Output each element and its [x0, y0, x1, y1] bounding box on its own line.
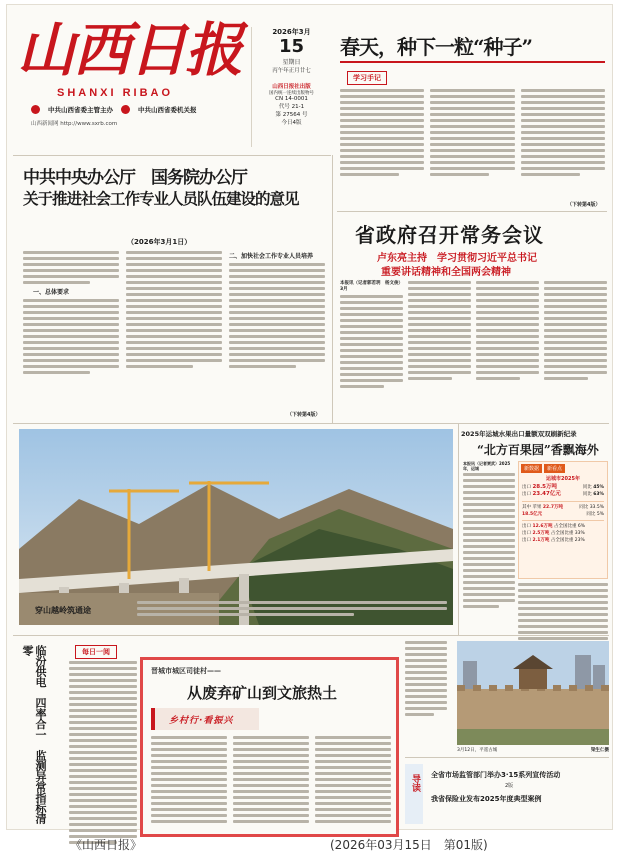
ancient-city-caption	[457, 747, 609, 753]
share-b: 占全国比重 33%	[550, 531, 585, 536]
lead-kicker: 中共中央办公厅 国务院办公厅	[23, 168, 247, 188]
fruit-body-left	[463, 461, 515, 611]
daily-read-tag: 每日一阅	[75, 645, 117, 659]
footer-date: (2026年03月15日 第01版)	[330, 838, 488, 852]
export-item-c: 2.1万吨	[532, 538, 550, 543]
export-label: 出口	[522, 492, 531, 497]
party-emblem-icon	[121, 105, 130, 114]
ancient-caption-text: 3月12日，平遥古城	[457, 748, 498, 753]
construction-caption-text	[137, 601, 447, 619]
date-day: 15	[278, 36, 305, 57]
weekday: 星期日	[282, 59, 301, 66]
infographic-tag-new-data: 新数据	[521, 464, 542, 473]
masthead-title: 山西日报	[17, 16, 242, 84]
website[interactable]: 山西新闻网 http://www.sxrb.com	[31, 121, 118, 127]
guide-box	[405, 757, 609, 829]
date-line: 2026年3月	[272, 28, 311, 36]
export-label: 出口	[522, 485, 531, 490]
lead-endmark: （下转第4版）	[287, 412, 321, 418]
fruit-infographic	[518, 461, 608, 579]
sponsor-left: 中共山西省委主管主办	[48, 106, 113, 114]
row2-label: 出口	[522, 531, 531, 536]
fruit-title: “北方百果园”香飘海外	[477, 443, 599, 457]
newspaper-page	[6, 4, 613, 830]
infographic-tag-highlights: 新看点	[544, 464, 565, 473]
apple-value: 18.5亿元	[522, 512, 543, 517]
export-item-a: 12.6万吨	[532, 524, 553, 529]
feature-article[interactable]	[140, 657, 399, 837]
lead-title: 关于推进社会工作专业人员队伍建设的意见	[23, 189, 299, 208]
apple-volume-growth: 同比 33.5%	[579, 505, 604, 510]
construction-photo	[19, 429, 453, 625]
guide-item-1-text: 全省市场监管部门举办3·15系列宣传活动	[431, 771, 561, 779]
meeting-body	[340, 281, 607, 413]
meeting-subtitle-1: 卢东亮主持 学习贯彻习近平总书记	[377, 253, 537, 264]
feature-banner	[151, 708, 259, 730]
growth-label: 同比	[582, 492, 592, 497]
infographic-divider	[522, 501, 604, 502]
guide-label: 导读	[410, 774, 420, 792]
fruit-kicker: 2025年运城水果出口量额双双刷新纪录	[461, 430, 577, 438]
growth-value: 63%	[593, 492, 604, 497]
lead-body	[23, 251, 325, 409]
page-count: 今日4版	[281, 120, 302, 126]
lunar-date: 丙午年正月廿七	[272, 68, 311, 74]
row2-label: 出口	[522, 538, 531, 543]
footer-bracket-left: 《	[70, 838, 83, 852]
lead-date: （2026年3月1日）	[127, 238, 192, 246]
feature-body	[151, 736, 391, 826]
party-emblem-icon	[31, 105, 40, 114]
spring-body	[340, 89, 605, 199]
apple-value-growth: 同比 5%	[586, 512, 604, 517]
feature-title: 从废弃矿山到文旅热土	[187, 684, 338, 702]
footer-brand	[70, 836, 142, 853]
ancient-caption-credit: 梁生仁摄	[591, 748, 609, 753]
growth-label: 同比	[582, 485, 592, 490]
feature-kicker: 晋城市城区司徒村——	[151, 667, 221, 675]
row2-label: 出口	[522, 524, 531, 529]
infographic-divider	[522, 520, 604, 521]
feature-banner-text: 乡村行·看振兴	[169, 716, 234, 726]
sponsor-right: 中共山西省委机关报	[138, 106, 197, 114]
blurb-title: 临汾供电 四率合一 监测异常指标清零	[21, 645, 47, 824]
cn-label: 国内统一连续出版物号	[269, 91, 314, 96]
publisher: 山西日报社出版	[272, 84, 311, 90]
section-heading-1: 一、总体要求	[33, 289, 70, 296]
meeting-subtitle-2: 重要讲话精神和全国两会精神	[381, 267, 511, 278]
meeting-title: 省政府召开常务会议	[355, 223, 544, 247]
section-heading-2: 二、加快社会工作专业人员培养	[229, 253, 314, 260]
export-volume: 28.5万吨	[532, 484, 558, 490]
footer-paper-name: 山西日报	[82, 838, 131, 852]
growth-volume: 45%	[593, 485, 604, 490]
guide-item-2-text: 我省保险业发布2025年度典型案例	[431, 795, 542, 803]
share-a: 占全国比重 6%	[553, 524, 586, 529]
footer-bracket-right: 》	[130, 838, 143, 852]
cn-code: CN 14-0001	[275, 96, 308, 102]
apple-name: 苹果	[532, 505, 542, 510]
construction-caption-title: 穿山越岭筑通途	[35, 606, 91, 615]
feature-right-body	[405, 641, 447, 719]
issue-number: 第 27564 号	[275, 112, 308, 118]
infographic-year: 运城市2025年	[546, 476, 580, 482]
guide-label-block	[405, 764, 423, 824]
ancient-city-photo	[457, 641, 609, 745]
spring-headline: 春天，种下一粒“种子”	[340, 35, 533, 59]
blurb-body	[69, 661, 137, 847]
guide-item-1-page: 2版	[505, 783, 514, 789]
apple-volume: 22.7万吨	[542, 505, 563, 510]
study-notes-tag: 学习手记	[347, 71, 387, 85]
guide-item-1[interactable]	[431, 770, 607, 780]
date-box	[251, 27, 323, 147]
export-item-b: 2.5万吨	[532, 531, 550, 536]
share-c: 占全国比重 23%	[550, 538, 585, 543]
masthead-pinyin: SHANXI RIBAO	[57, 87, 174, 99]
row-label: 其中	[522, 505, 531, 510]
guide-item-2[interactable]	[431, 794, 607, 804]
spring-endmark: （下转第4版）	[567, 202, 601, 208]
export-value: 23.47亿元	[532, 491, 561, 497]
fruit-byline: 本报讯（记者贾武）2025年，运城	[463, 461, 511, 471]
post-code: 代号 21-1	[278, 104, 305, 110]
meeting-byline: 本报讯（记者郭若玥 杨文俊）3月	[340, 281, 403, 292]
